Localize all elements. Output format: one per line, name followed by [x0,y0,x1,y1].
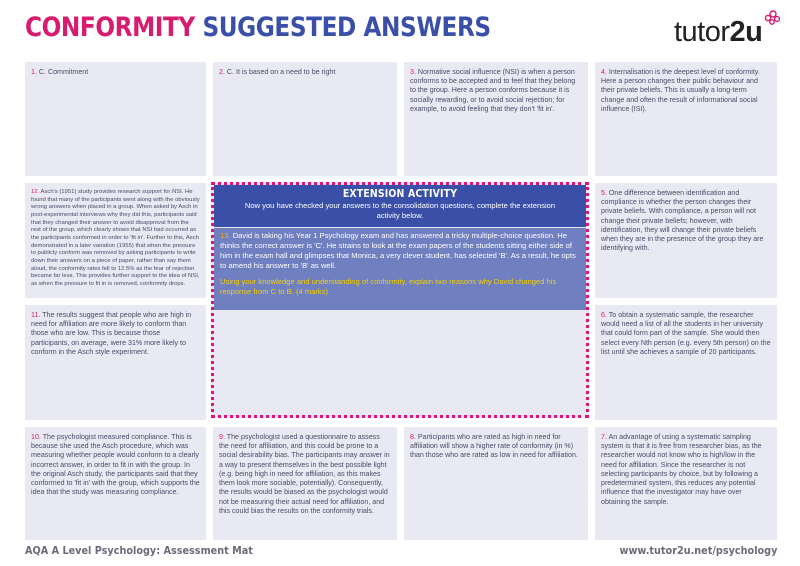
footer-url: www.tutor2u.net/psychology [619,544,777,557]
answer-cell-9: 9. The psychologist used a questionnaire to assess the need for affiliation, and this could be prone to a social desirability bias. The participants may answer in a way to present themselves in the best possible light (e.g. being high in need for affiliation, as this makes them look more sociable, potentially). Consequently, the results would be biased as the psychologist would not be measuring their actual need for affiliation, and this could bias the results on the conformity trials. [213,427,397,540]
extension-subtitle: Now you have checked your answers to the consolidation questions, complete the extension activity below. [244,201,556,220]
answer-cell-12: 12. Asch's (1951) study provides research support for NSI. He found that many of the participants went along with the obviously wrong answers when placed in a group. When asked by Asch in post-experimental interviews why they did this, participants said that they changed their answer to avoid disapproval from the rest of the group, which clearly shows that NSI had occurred as the participants conformed in order to 'fit in'. Further to this, Asch demonstrated in a later variation (1955) that when the pressure to publicly conform was removed by asking participants to write down their answers on a piece of paper, rather than say them aloud, the conformity rates fell to 12.5% as the fear of rejection became far less. This provides further support to the idea of NSI, as when the pressure to fit in is removed, conformity drops. [25,183,206,298]
tutor2u-logo [672,10,782,54]
answer-cell-3: 3. Normative social influence (NSI) is when a person conforms to be accepted and to feel that they belong to the group. Here a person conforms because it is socially rewarding, or to avoid social rejection; for example, to avoid feeling that they don't 'fit in'. [404,62,588,176]
answer-cell-7: 7. An advantage of using a systematic sampling system is that it is free from researcher bias, as the researcher would not know who is high/low in the need for affiliation. Since the researcher is not selecting participants by choice, but by following a predetermined system, this reduces any potential influence that the investigator may have over obtaining the sample. [595,427,777,540]
extension-task: Using your knowledge and understanding of conformity, explain two reasons why David changed his response from C to B. (4 marks) [220,277,557,297]
answer-cell-10: 10. The psychologist measured compliance. This is because she used the Asch procedure, which was measuring whether people would conform to a clearly incorrect answer, in order to fit in with the group. In the original Asch study, the participants said that they conformed to 'fit in' with the group, which supports the idea that the study was measuring compliance. [25,427,206,540]
extension-question [214,228,586,310]
title-conformity: CONFORMITY [25,12,195,43]
answer-cell-4: 4. Internalisation is the deepest level of conformity. Here a person changes their public behaviour and their private beliefs. This is usually a long-term change and often the result of informational social influence (ISI). [595,62,777,176]
extension-title: EXTENSION ACTIVITY [342,187,458,200]
footer-course-label: AQA A Level Psychology: Assessment Mat [25,544,253,557]
title-suggested-answers: SUGGESTED ANSWERS [202,12,491,43]
answer-cell-1: 1. C. Commitment [25,62,206,176]
page-title [25,12,491,43]
logo-text: tutor2u [674,16,763,48]
extension-header [214,185,586,227]
logo-flower-icon [764,10,782,30]
answer-cell-5: 5. One difference between identification and compliance is whether the person changes their private beliefs. With compliance, a person will not change their private beliefs; however, with identification, they will change their private beliefs when they are in the presence of the group they are identifying with. [595,183,777,298]
answer-cell-2: 2. C. It is based on a need to be right [213,62,397,176]
answer-cell-6: 6. To obtain a systematic sample, the researcher would need a list of all the students in her university that could form part of the sample. She would then select every Nth person (e.g. every 5th person) on the list until she achieves a sample of 20 participants. [595,305,777,420]
extension-scenario: 13. David is taking his Year 1 Psychology exam and has answered a tricky multiple-choice question. He thinks the correct answer is 'C'. He strains to look at the exam papers of the students sitting either side of him in the exam hall and glimpses that Monica, a very clever student, has selected 'B'. As a result, he opts to amend his answer to 'B' as well. [220,231,576,270]
answer-cell-8: 8. Participants who are rated as high in need for affiliation will show a higher rate of conformity (in %) than those who are rated as low in need for affiliation. [404,427,588,540]
extension-answer-area[interactable] [214,310,586,415]
answer-cell-11: 11. The results suggest that people who are high in need for affiliation are more likely to conform than those who are low. This is because those participants, on average, were 31% more likely to conform in the Asch style experiment. [25,305,206,420]
